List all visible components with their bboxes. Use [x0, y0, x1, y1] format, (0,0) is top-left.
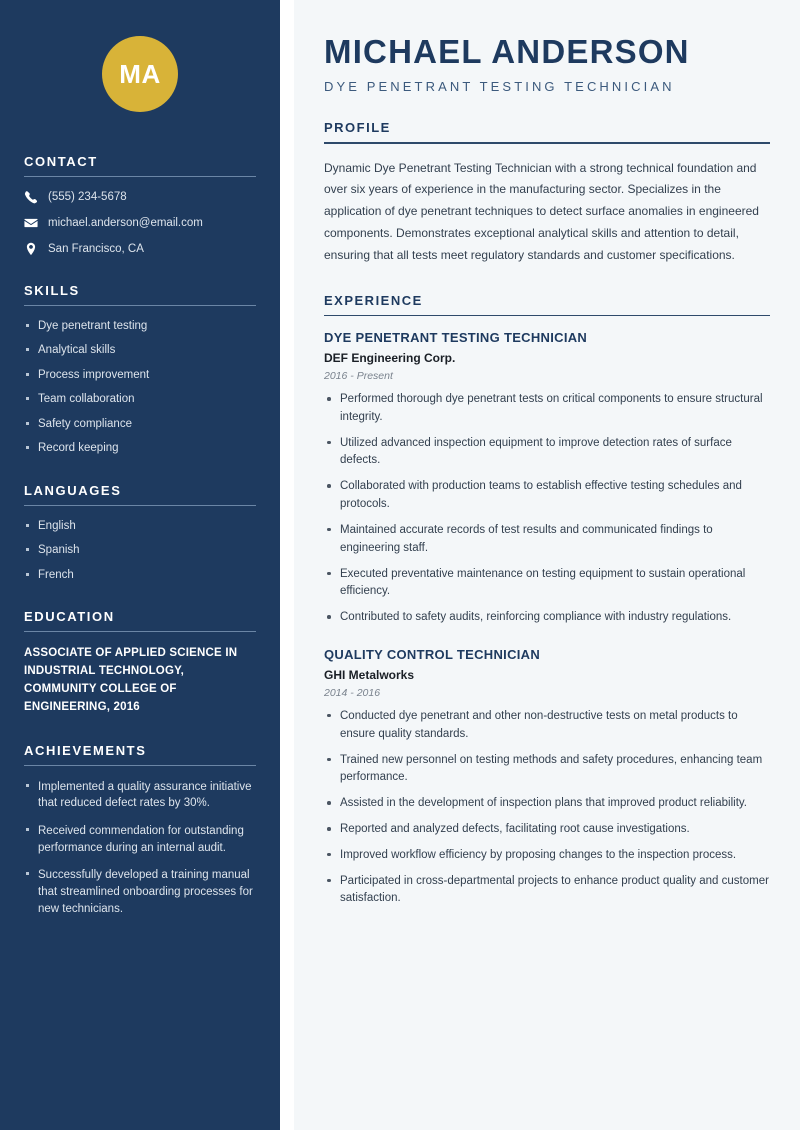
education-heading: EDUCATION: [24, 609, 115, 625]
languages-heading: LANGUAGES: [24, 482, 122, 498]
job-title: QUALITY CONTROL TECHNICIAN: [324, 646, 541, 662]
contact-heading: CONTACT: [24, 154, 98, 169]
list-item: Executed preventative maintenance on testing equipment to sustain operational efficiency.: [324, 566, 770, 602]
sidebar: [0, 0, 280, 1130]
skills-heading: SKILLS: [24, 282, 80, 298]
job-dates: 2016 - Present: [324, 370, 393, 383]
list-item: Analytical skills: [24, 343, 256, 359]
job-title: DYE PENETRANT TESTING TECHNICIAN: [324, 330, 588, 346]
list-item: Implemented a quality assurance initiative that reduced defect rates by 30%.: [24, 779, 256, 812]
job-company: GHI Metalworks: [324, 667, 415, 682]
main-content: [294, 0, 800, 1130]
profile-text: Dynamic Dye Penetrant Testing Technician with a strong technical foundation and over six years of experience in the manufacturing sector. Specializes in the application of dye penetrant techniques to detect surface anomalies in engineered components. Demonstrates exceptional analytical skills and attention to detail, ensuring that all tests meet regulatory standards and customer specifications.: [324, 160, 759, 262]
professional-title: DYE PENETRANT TESTING TECHNICIAN: [324, 79, 675, 95]
list-item: Trained new personnel on testing methods and safety procedures, enhancing team performance.: [324, 752, 770, 788]
job-dates: 2014 - 2016: [324, 686, 381, 699]
list-item: Contributed to safety audits, reinforcing compliance with industry regulations.: [324, 609, 770, 627]
avatar: MA: [102, 36, 178, 112]
experience-divider: [324, 315, 770, 316]
achievements-section: [24, 743, 256, 918]
avatar-container: [24, 0, 256, 154]
languages-list: [24, 519, 256, 584]
list-item: Record keeping: [24, 441, 256, 457]
list-item: French: [24, 568, 256, 584]
page-title: MICHAEL ANDERSON: [324, 33, 690, 70]
list-item: Safety compliance: [24, 417, 256, 433]
experience-entry: [324, 647, 770, 908]
list-item: Participated in cross-departmental projects to enhance product quality and customer satisfaction.: [324, 873, 770, 909]
job-bullets: [324, 708, 770, 908]
achievements-divider: [24, 765, 256, 766]
achievements-list: [24, 779, 256, 918]
contact-divider: [24, 176, 256, 177]
profile-divider: [324, 142, 770, 143]
contact-phone-value: (555) 234-5678: [48, 191, 127, 203]
contact-item-phone[interactable]: [24, 190, 256, 205]
contact-section: [24, 154, 256, 257]
list-item: Reported and analyzed defects, facilitating root cause investigations.: [324, 821, 770, 839]
list-item: Performed thorough dye penetrant tests on critical components to ensure structural integrity.: [324, 391, 770, 427]
skills-section: [24, 283, 256, 457]
experience-entry: [324, 330, 770, 627]
email-icon: [24, 216, 38, 230]
list-item: Successfully developed a training manual that streamlined onboarding processes for new technicians.: [24, 867, 256, 917]
list-item: Dye penetrant testing: [24, 319, 256, 335]
contact-item-email[interactable]: [24, 216, 256, 231]
contact-item-location[interactable]: [24, 242, 256, 257]
education-divider: [24, 631, 256, 632]
list-item: Collaborated with production teams to establish effective testing schedules and protocols.: [324, 478, 770, 514]
list-item: Received commendation for outstanding performance during an internal audit.: [24, 823, 256, 856]
experience-section: [324, 293, 770, 909]
list-item: Spanish: [24, 543, 256, 559]
phone-icon: [24, 190, 38, 204]
list-item: Conducted dye penetrant and other non-destructive tests on metal products to ensure quality standards.: [324, 708, 770, 744]
education-entry: ASSOCIATE OF APPLIED SCIENCE IN INDUSTRIAL TECHNOLOGY, COMMUNITY COLLEGE OF ENGINEERING, 2016: [24, 647, 238, 713]
list-item: Improved workflow efficiency by proposing changes to the inspection process.: [324, 847, 770, 865]
languages-section: [24, 483, 256, 584]
contact-location-value: San Francisco, CA: [48, 242, 144, 255]
panel-gap: [280, 0, 294, 1130]
profile-heading: PROFILE: [324, 120, 391, 136]
location-pin-icon: [24, 242, 38, 256]
list-item: Assisted in the development of inspection plans that improved product reliability.: [324, 795, 770, 813]
skills-list: [24, 319, 256, 457]
list-item: Process improvement: [24, 368, 256, 384]
job-bullets: [324, 391, 770, 627]
list-item: Maintained accurate records of test results and communicated findings to engineering staff.: [324, 522, 770, 558]
achievements-heading: ACHIEVEMENTS: [24, 742, 147, 758]
list-item: English: [24, 519, 256, 535]
skills-divider: [24, 305, 256, 306]
experience-heading: EXPERIENCE: [324, 292, 423, 308]
list-item: Team collaboration: [24, 392, 256, 408]
list-item: Utilized advanced inspection equipment to improve detection rates of surface defects.: [324, 435, 770, 471]
languages-divider: [24, 505, 256, 506]
education-section: [24, 609, 256, 716]
job-company: DEF Engineering Corp.: [324, 351, 456, 366]
profile-section: [324, 120, 770, 266]
contact-email-value: michael.anderson@email.com: [48, 216, 203, 229]
